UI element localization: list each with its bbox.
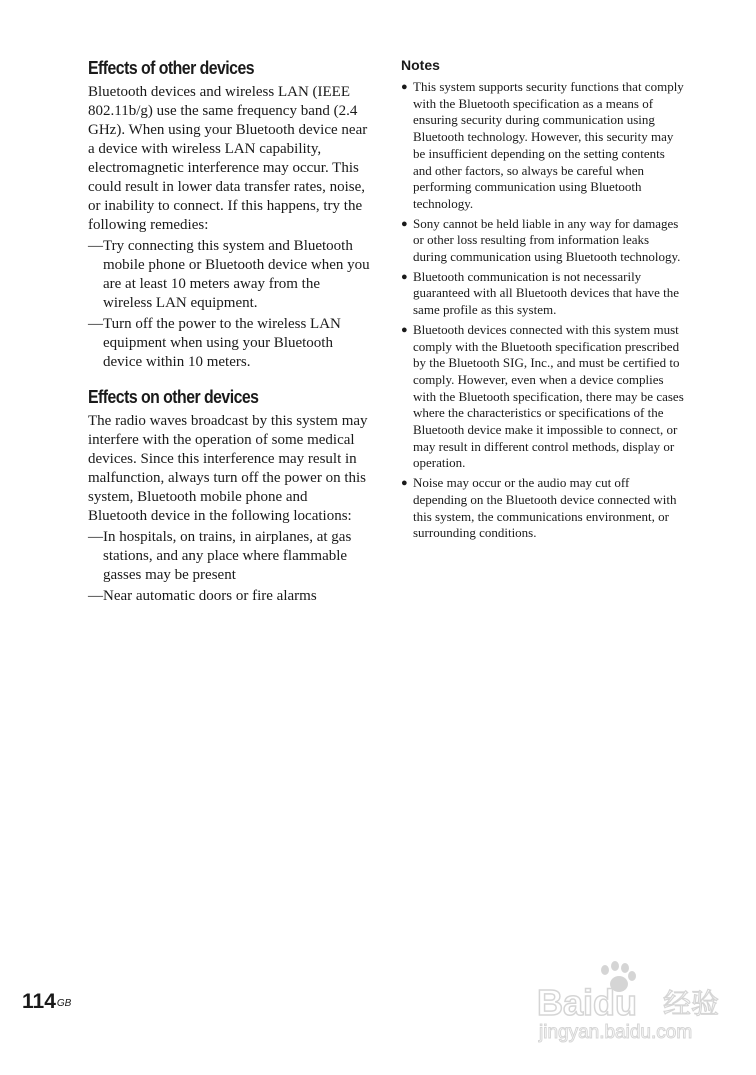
bullet-icon: ● <box>401 81 408 93</box>
section-body-effects-of-other-devices: Bluetooth devices and wireless LAN (IEEE 802.11b/g) use the same frequency band (2.4 GHz). When using your Bluetooth device near a device with wireless LAN capability, electromagnetic interference may occur. This could result in lower data transfer rates, noise, or inability to connect. If this happens, try the following remedies: <box>88 84 368 233</box>
section-title-effects-of-other-devices: Effects of other devices <box>88 58 255 78</box>
left-column <box>88 57 370 608</box>
baidu-watermark-logo <box>535 960 735 1050</box>
bullet-icon: ● <box>401 477 408 490</box>
list-item: — Near automatic doors or fire alarms <box>88 588 317 604</box>
bullet-icon: ● <box>401 217 408 230</box>
notes-list <box>401 79 686 542</box>
list-item: ● Bluetooth communication is not necessarily guaranteed with all Bluetooth devices that have the same profile as this system. <box>401 268 680 318</box>
watermark-url: jingyan.baidu.com <box>539 1022 693 1043</box>
locations-list <box>88 528 370 606</box>
list-item: — Try connecting this system and Bluetooth mobile phone or Bluetooth device when you are at least 10 meters away from the wireless LAN equipment. <box>88 238 370 311</box>
dash-mark: — <box>88 529 103 545</box>
dash-mark: — <box>88 316 103 332</box>
list-item: ● Bluetooth devices connected with this system must comply with the Bluetooth specification prescribed by the Bluetooth SIG, Inc., and must be certified to comply. However, even when a device complies with the Bluetooth specification, there may be cases where the characteristics or specifications of the Bluetooth device make it impossible to connect, or may result in different control methods, display or operation. <box>401 321 684 471</box>
list-item: — In hospitals, on trains, in airplanes, at gas stations, and any place where flammable gasses may be present <box>88 529 352 583</box>
notes-column <box>401 57 686 545</box>
section-body-effects-on-other-devices: The radio waves broadcast by this system may interfere with the operation of some medical devices. Since this interference may result in malfunction, always turn off the power on this system, Bluetooth mobile phone and Bluetooth device in the following locations: <box>88 413 368 524</box>
list-item: ● Sony cannot be held liable in any way for damages or other loss resulting from information leaks during communication using Bluetooth technology. <box>401 215 681 265</box>
watermark-brand-cn: 经验 <box>663 987 720 1020</box>
list-item: ● This system supports security functions that comply with the Bluetooth specification as a means of ensuring security during communication using Bluetooth technology. However, this security may be insufficient depending on the setting contents and other factors, so always be careful when performing communication using Bluetooth technology. <box>401 79 684 211</box>
dash-mark: — <box>88 238 103 254</box>
notes-title: Notes <box>401 57 440 73</box>
remedies-list <box>88 237 370 372</box>
section-title-effects-on-other-devices: Effects on other devices <box>88 387 259 407</box>
bullet-icon: ● <box>401 270 408 283</box>
list-item: ● Noise may occur or the audio may cut off depending on the Bluetooth device connected with this system, the communications environment, or surrounding conditions. <box>401 475 677 541</box>
list-item: — Turn off the power to the wireless LAN equipment when using your Bluetooth device within 10 meters. <box>88 316 341 370</box>
page-suffix: GB <box>56 998 72 1009</box>
dash-mark: — <box>88 588 103 604</box>
page-number: $114^{GB}$ <box>22 990 72 1013</box>
watermark-brand: Baidu <box>537 982 638 1023</box>
bullet-icon: ● <box>401 323 408 336</box>
